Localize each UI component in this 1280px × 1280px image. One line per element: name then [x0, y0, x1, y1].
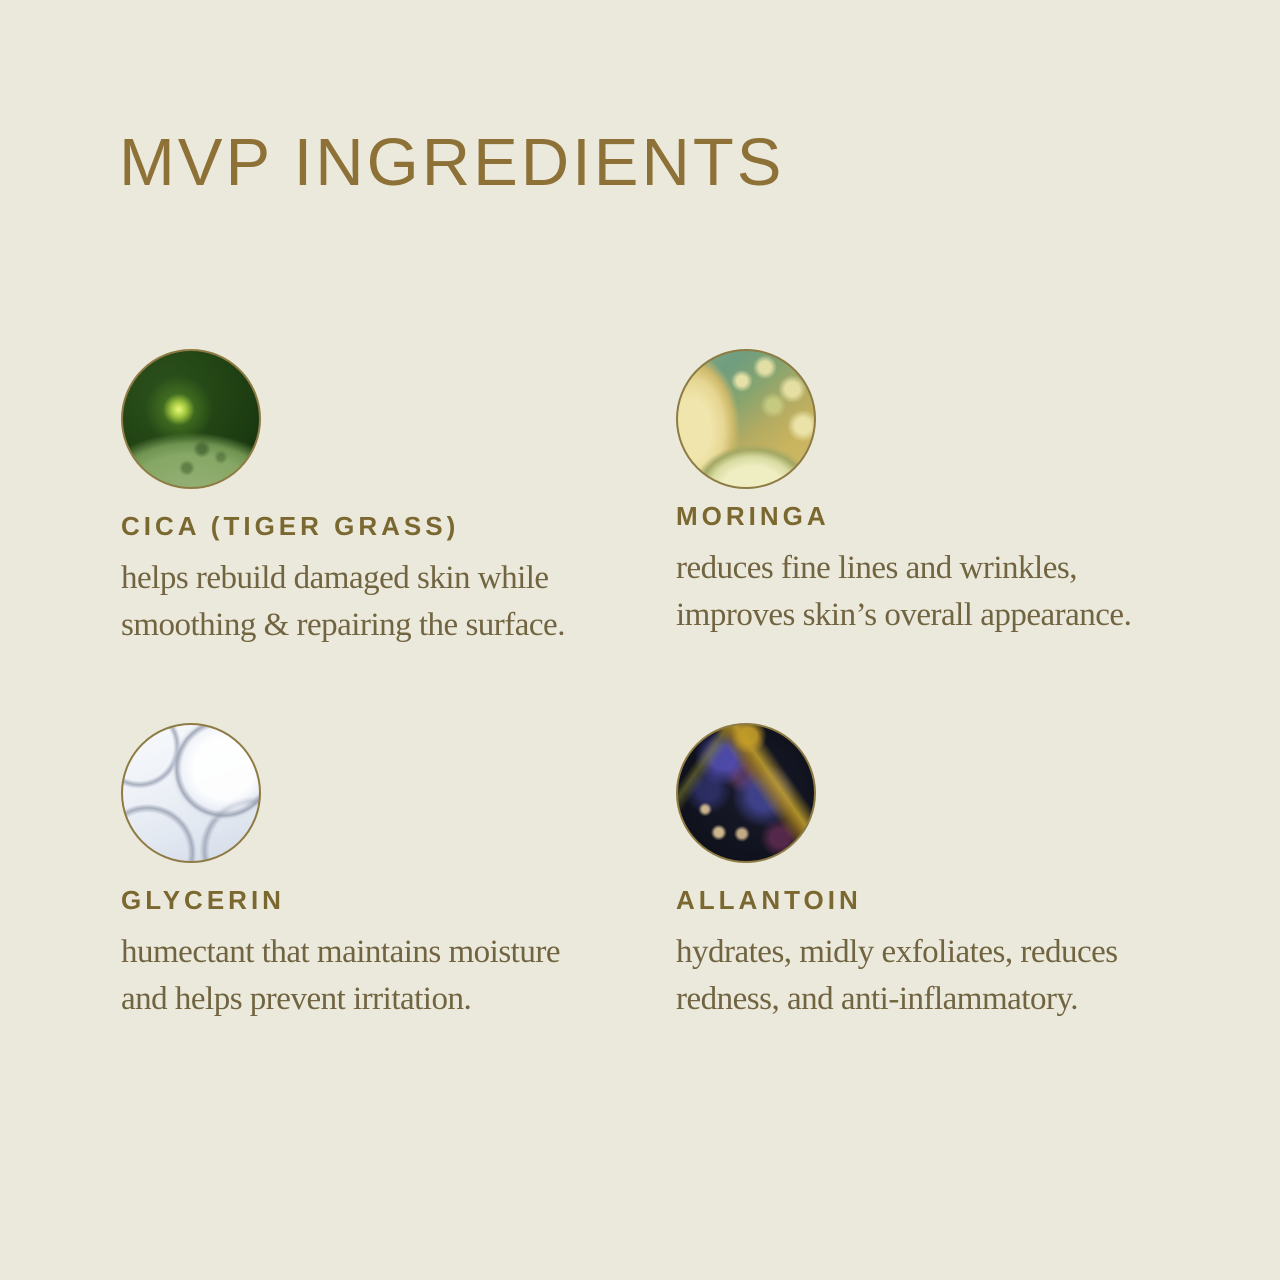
cica-tiger-grass-photo	[121, 349, 261, 489]
glycerin-photo	[121, 723, 261, 863]
description-line: reduces fine lines and wrinkles,	[676, 550, 1077, 586]
ingredient-card-cica	[121, 349, 681, 649]
description-line: humectant that maintains moisture	[121, 934, 560, 970]
page-title: MVP INGREDIENTS	[119, 125, 785, 200]
description-line: and helps prevent irritation.	[121, 981, 472, 1017]
ingredient-card-glycerin	[121, 723, 681, 1023]
description-line: smoothing & repairing the surface.	[121, 607, 565, 643]
description-line: improves skin’s overall appearance.	[676, 597, 1132, 633]
ingredient-description-moringa	[676, 545, 1236, 639]
ingredient-description-allantoin	[676, 929, 1236, 1023]
description-line: helps rebuild damaged skin while	[121, 560, 549, 596]
ingredient-description-glycerin	[121, 929, 681, 1023]
description-line: redness, and anti-inflammatory.	[676, 981, 1079, 1017]
ingredient-name-glycerin: GLYCERIN	[121, 885, 285, 915]
ingredient-card-moringa	[676, 349, 1236, 639]
ingredient-name-cica: CICA (TIGER GRASS)	[121, 511, 460, 541]
moringa-photo	[676, 349, 816, 489]
ingredient-name-moringa: MORINGA	[676, 501, 830, 531]
ingredient-name-allantoin: ALLANTOIN	[676, 885, 862, 915]
description-line: hydrates, midly exfoliates, reduces	[676, 934, 1118, 970]
allantoin-photo	[676, 723, 816, 863]
ingredient-card-allantoin	[676, 723, 1236, 1023]
ingredient-description-cica	[121, 555, 681, 649]
